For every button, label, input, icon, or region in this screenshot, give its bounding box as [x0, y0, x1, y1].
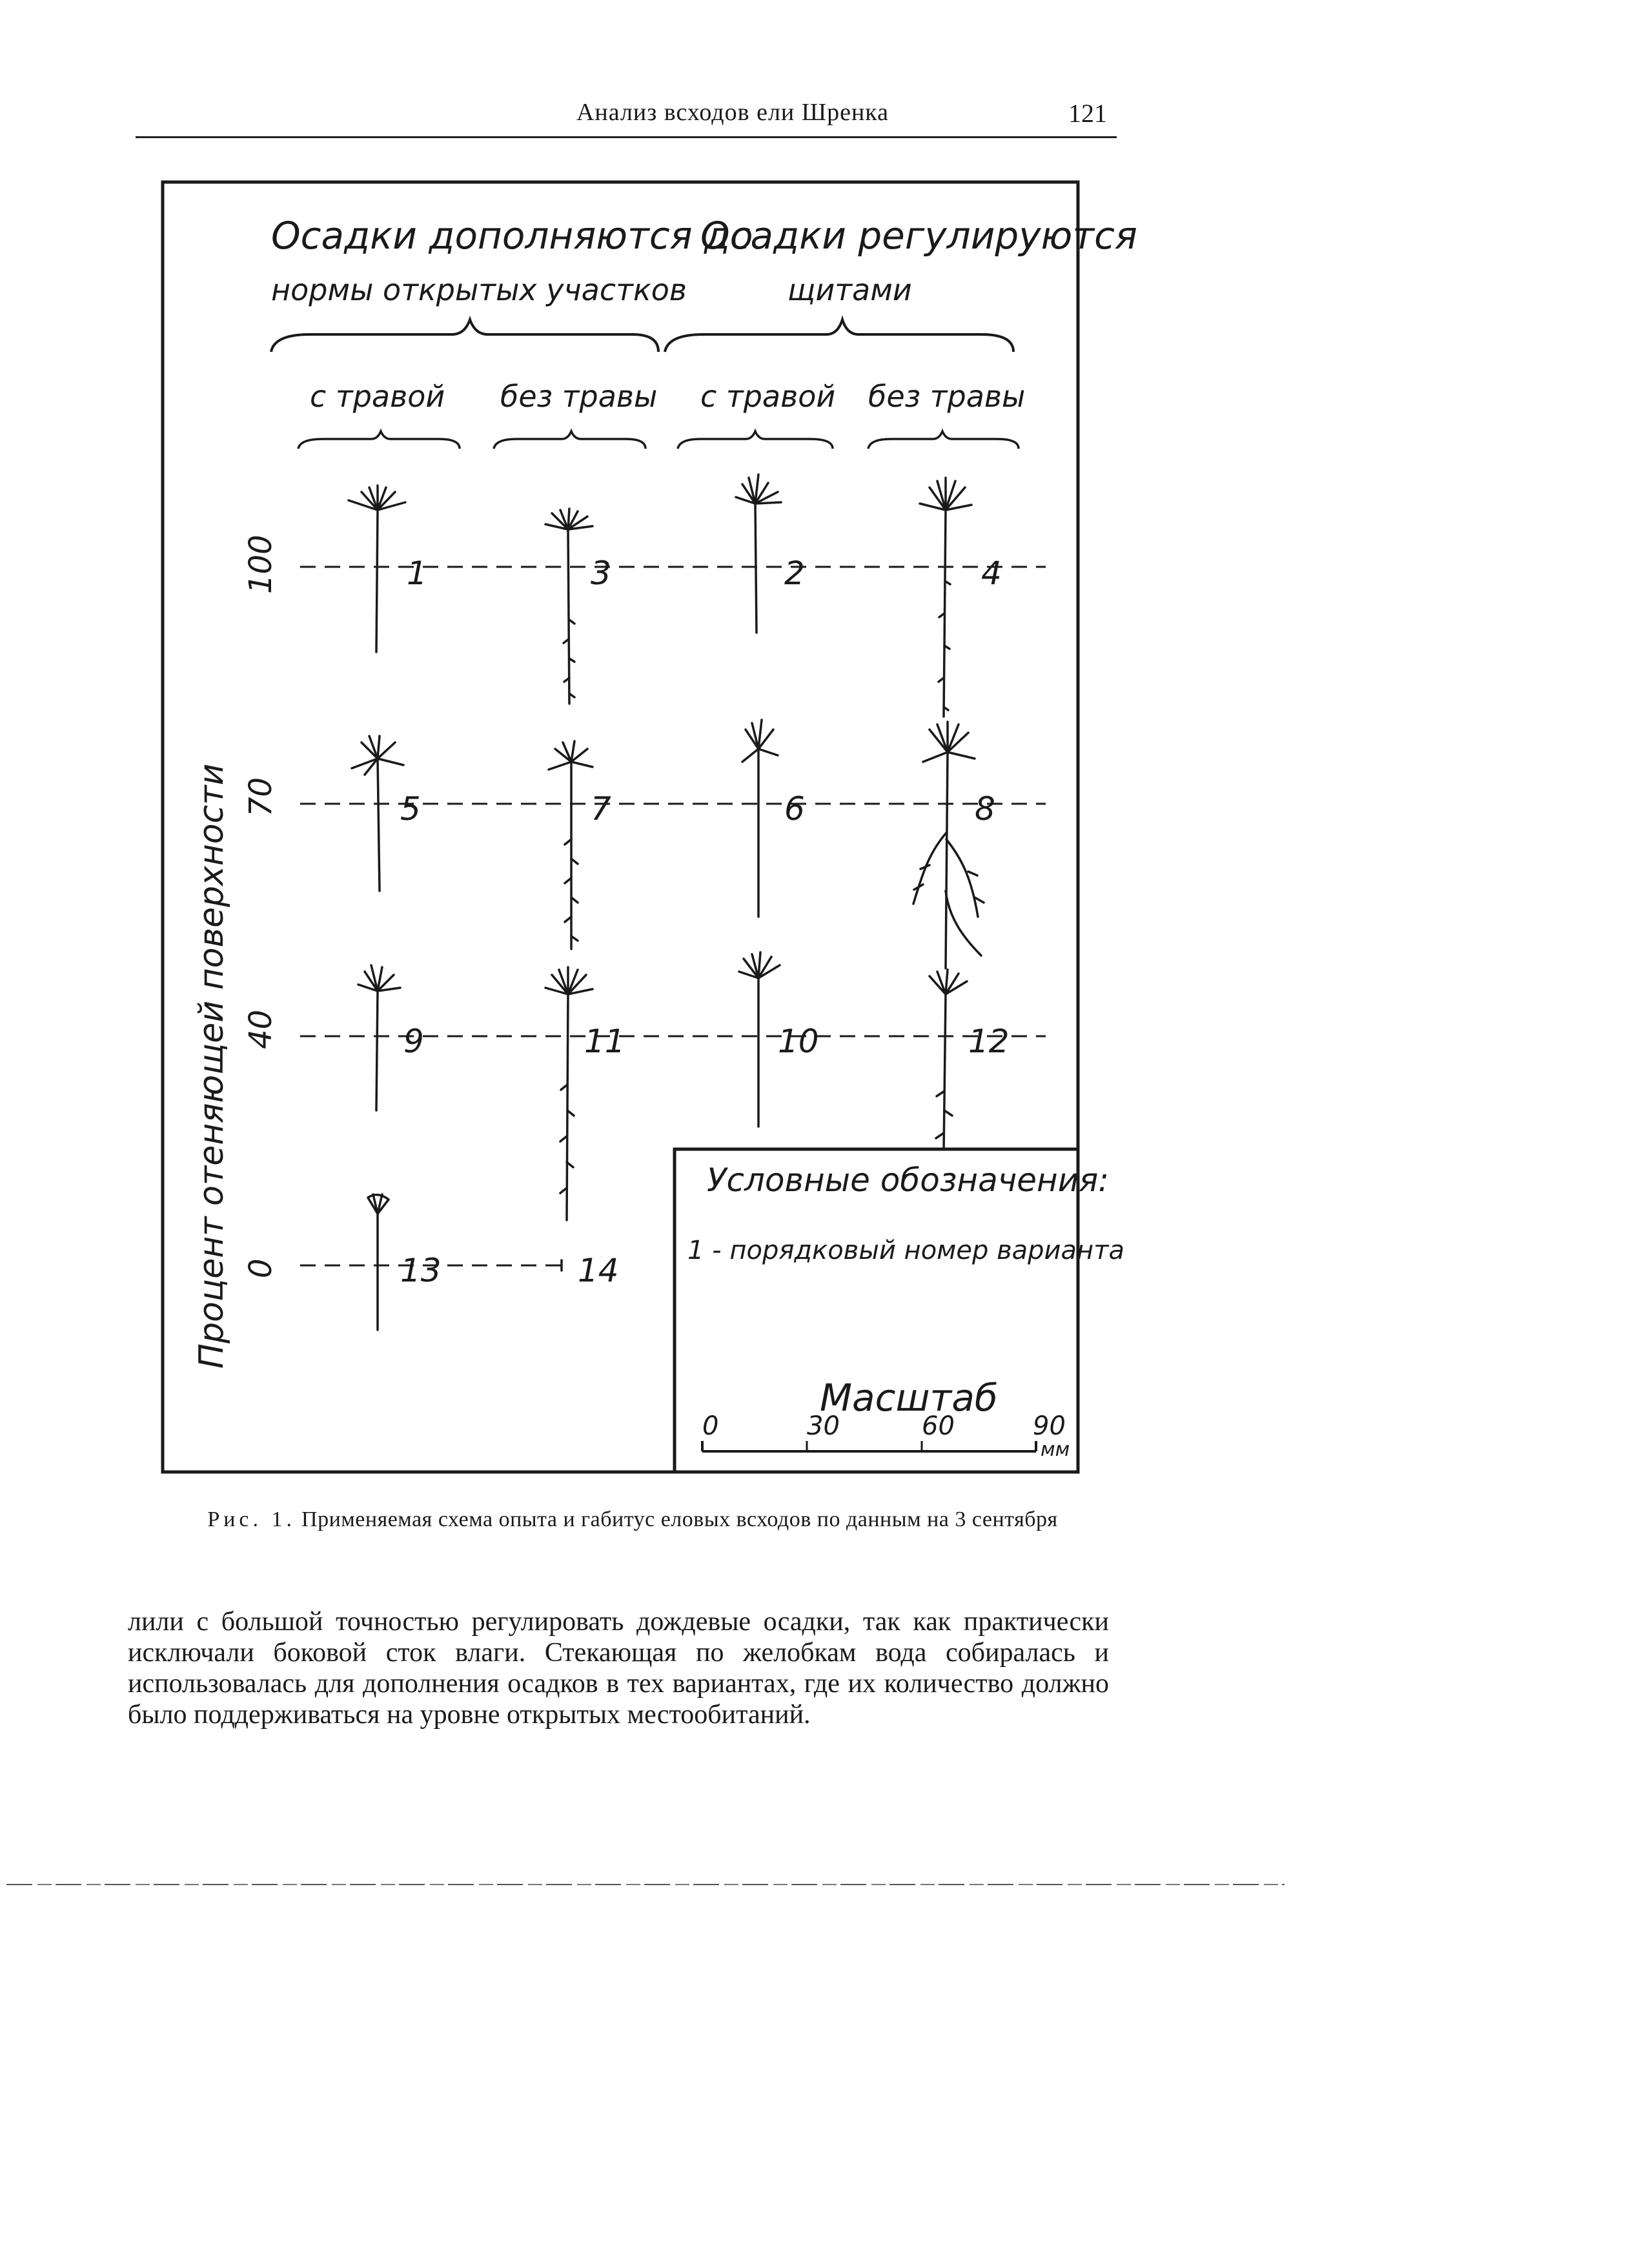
- variant-number-13: 13: [400, 1252, 442, 1289]
- scale-tick-30: 30: [807, 1411, 840, 1441]
- bottom-rule: [6, 1884, 1285, 1885]
- row-value-40: 40: [243, 1009, 279, 1049]
- variant-number-12: 12: [968, 1023, 1010, 1060]
- col-brace-4: [868, 431, 1019, 449]
- scale-title: Масштаб: [820, 1376, 998, 1420]
- variant-number-8: 8: [975, 790, 995, 828]
- scale-unit: мм: [1041, 1438, 1070, 1461]
- y-axis-label: Процент отеняющей поверхности: [192, 763, 231, 1369]
- seedling-12: [930, 970, 967, 1152]
- running-header-title: Анализ всходов ели Шренка: [576, 99, 889, 126]
- caption-text: Применяемая схема опыта и габитус еловых всходов по данным на 3 сентября: [301, 1507, 1058, 1531]
- variant-number-10: 10: [778, 1023, 819, 1060]
- seedling-5: [352, 736, 403, 891]
- group-right-line1: Осадки регулируются: [700, 214, 1137, 258]
- page-number: 121: [1068, 99, 1107, 128]
- variant-number-9: 9: [403, 1023, 424, 1060]
- variant-number-1: 1: [407, 555, 427, 592]
- seedling-9: [358, 965, 400, 1110]
- group-left-brace: [271, 320, 658, 352]
- seedling-7: [549, 741, 593, 949]
- group-left-line2: нормы открытых участков: [271, 272, 687, 307]
- seedling-6: [742, 720, 778, 917]
- seedling-13: [368, 1194, 389, 1330]
- variant-number-4: 4: [981, 555, 1002, 592]
- seedling-2: [736, 475, 781, 633]
- group-right-brace: [665, 320, 1013, 352]
- seedling-11: [545, 967, 593, 1220]
- scale-tick-0: 0: [702, 1411, 719, 1441]
- body-paragraph: лили с большой точностью регулировать дождевые осадки, так как практически исключали боковой сток влаги. Стекающая по желобкам вода собиралась и использовалась для дополнения осадков в тех вариантах, где их количество должно было поддерживаться на уровне открытых местообитаний.: [128, 1607, 1109, 1730]
- seedling-8: [913, 722, 984, 968]
- col-with-grass-1: с травой: [310, 379, 445, 414]
- seedling-3: [545, 509, 593, 704]
- col-brace-2: [494, 431, 645, 449]
- group-right-line2: щитами: [787, 272, 912, 307]
- variant-number-2: 2: [784, 555, 805, 592]
- col-brace-1: [298, 431, 460, 449]
- variant-number-5: 5: [400, 790, 421, 828]
- seedling-1: [349, 485, 405, 652]
- col-no-grass-1: без травы: [500, 379, 658, 414]
- seedling-4: [920, 478, 971, 717]
- scale-tick-60: 60: [922, 1411, 955, 1441]
- variant-number-11: 11: [584, 1023, 625, 1060]
- col-with-grass-2: с травой: [700, 379, 836, 414]
- group-left-line1: Осадки дополняются до: [271, 214, 753, 258]
- row-value-100: 100: [243, 535, 279, 594]
- variant-number-14: 14: [578, 1252, 619, 1289]
- variant-number-6: 6: [784, 790, 805, 828]
- caption-lead: Рис. 1.: [207, 1507, 296, 1531]
- variant-number-7: 7: [591, 790, 611, 828]
- figure-caption: [187, 1507, 1078, 1532]
- row-value-0: 0: [243, 1258, 279, 1278]
- col-brace-3: [678, 431, 833, 449]
- col-no-grass-2: без травы: [868, 379, 1026, 414]
- scale-tick-90: 90: [1033, 1411, 1066, 1441]
- variant-number-3: 3: [591, 555, 611, 592]
- seedling-10: [739, 952, 780, 1127]
- legend-item: 1 - порядковый номер варианта: [687, 1236, 1125, 1265]
- legend-title: Условные обозначения:: [707, 1161, 1110, 1199]
- row-value-70: 70: [243, 777, 279, 817]
